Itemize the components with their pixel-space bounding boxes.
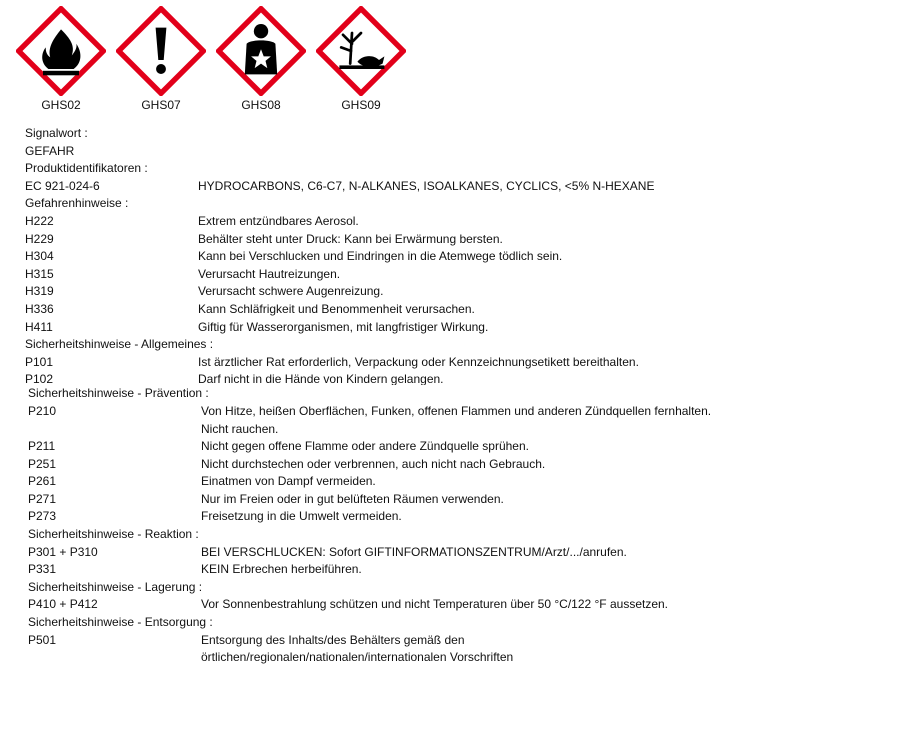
- pictogram-code: GHS08: [241, 98, 281, 112]
- section-heading: Sicherheitshinweise - Reaktion :: [28, 527, 199, 542]
- statement-text: Kann Schläfrigkeit und Benommenheit verursachen.: [198, 301, 475, 316]
- statement-code: P210: [28, 403, 57, 418]
- statement-text-line: Entsorgung des Inhalts/des Behälters gemäß den: [201, 632, 465, 647]
- statement-text: Nicht gegen offene Flamme oder andere Zündquelle sprühen.: [201, 439, 529, 454]
- statement-text-line: Nicht rauchen.: [201, 421, 279, 436]
- product-identifier-row: [25, 178, 885, 196]
- statement-code: P273: [28, 509, 57, 524]
- hazard-statement-row: [25, 283, 885, 301]
- statement-code: P251: [28, 456, 57, 471]
- precaution-row: [28, 508, 885, 526]
- statement-code: H336: [25, 301, 54, 316]
- product-identifier-heading: [25, 160, 885, 178]
- statement-code: H315: [25, 266, 54, 281]
- health-hazard-icon: [216, 6, 306, 96]
- pictogram-ghs07: [116, 6, 216, 112]
- pictogram-ghs09: [316, 6, 416, 112]
- hazard-statement-row: [25, 248, 885, 266]
- statement-text: Nur im Freien oder in gut belüfteten Räumen verwenden.: [201, 491, 504, 506]
- ghs-pictogram-row: [16, 6, 416, 112]
- precautions-block: [25, 385, 885, 667]
- environment-icon: [316, 6, 406, 96]
- statement-text: Kann bei Verschlucken und Eindringen in die Atemwege tödlich sein.: [198, 249, 563, 264]
- hazard-statement-row: [25, 301, 885, 319]
- precaution-row: [28, 561, 885, 579]
- statement-code: P331: [28, 562, 57, 577]
- hazard-statement-row: [25, 213, 885, 231]
- statement-text: Darf nicht in die Hände von Kindern gelangen.: [198, 372, 444, 386]
- statement-code: P101: [25, 354, 54, 369]
- section-heading: Gefahrenhinweise :: [25, 196, 129, 211]
- statement-text: Verursacht schwere Augenreizung.: [198, 284, 384, 299]
- section-heading: Sicherheitshinweise - Entsorgung :: [28, 615, 213, 630]
- precaution-row: [28, 438, 885, 456]
- statement-code: H222: [25, 213, 54, 228]
- section-heading: Sicherheitshinweise - Prävention :: [28, 386, 209, 401]
- precaution-row: [28, 403, 885, 438]
- hazard-statements-heading: [25, 195, 885, 213]
- statement-text: Verursacht Hautreizungen.: [198, 266, 341, 281]
- statement-code: P261: [28, 474, 57, 489]
- precaution-row: [28, 456, 885, 474]
- statement-text: Vor Sonnenbestrahlung schützen und nicht Temperaturen über 50 °C/122 °F aussetzen.: [201, 597, 669, 612]
- precaution-row: [25, 354, 885, 372]
- signal-word-label: [25, 125, 885, 143]
- statement-text: [201, 632, 885, 667]
- statement-code: P410 + P412: [28, 597, 98, 612]
- signal-word-value: [25, 143, 885, 161]
- statement-text: Freisetzung in die Umwelt vermeiden.: [201, 509, 402, 524]
- precaution-row: [28, 473, 885, 491]
- statement-text: Giftig für Wasserorganismen, mit langfristiger Wirkung.: [198, 319, 489, 334]
- section-heading: Sicherheitshinweise - Allgemeines :: [25, 337, 214, 352]
- precaution-row: [25, 371, 885, 385]
- statement-text-line: örtlichen/regionalen/nationalen/internationalen Vorschriften: [201, 650, 514, 665]
- pictogram-code: GHS09: [341, 98, 381, 112]
- statement-code: H229: [25, 231, 54, 246]
- statement-text: Behälter steht unter Druck: Kann bei Erwärmung bersten.: [198, 231, 503, 246]
- pictogram-code: GHS07: [141, 98, 181, 112]
- ec-number: EC 921-024-6: [25, 178, 100, 193]
- statement-code: H411: [25, 319, 53, 334]
- statement-code: P102: [25, 372, 54, 386]
- section-heading: Sicherheitshinweise - Lagerung :: [28, 579, 203, 594]
- statement-code: P301 + P310: [28, 544, 98, 559]
- general-precautions-heading: [25, 336, 885, 354]
- statement-code: P211: [28, 439, 56, 454]
- section-heading: Signalwort :: [25, 126, 88, 140]
- statement-text: Extrem entzündbares Aerosol.: [198, 213, 359, 228]
- statement-text: Ist ärztlicher Rat erforderlich, Verpackung oder Kennzeichnungsetikett bereithalten.: [198, 354, 639, 369]
- disposal-heading: [28, 614, 885, 632]
- statement-text: Einatmen von Dampf vermeiden.: [201, 474, 376, 489]
- hazard-statement-row: [25, 266, 885, 284]
- statement-code: H319: [25, 284, 54, 299]
- flame-icon: [16, 6, 106, 96]
- label-elements-section: [25, 125, 885, 667]
- precaution-row: [28, 596, 885, 614]
- precaution-row: [28, 491, 885, 509]
- prevention-heading: [28, 385, 885, 403]
- statement-text-line: Von Hitze, heißen Oberflächen, Funken, offenen Flammen und anderen Zündquellen fernhalten.: [201, 403, 712, 418]
- pictogram-ghs02: [16, 6, 116, 112]
- statement-text: KEIN Erbrechen herbeiführen.: [201, 562, 362, 577]
- pictogram-code: GHS02: [41, 98, 81, 112]
- storage-heading: [28, 579, 885, 597]
- section-heading: Produktidentifikatoren :: [25, 161, 148, 176]
- precaution-row: [28, 632, 885, 667]
- signal-word: GEFAHR: [25, 143, 75, 158]
- hazard-statement-row: [25, 231, 885, 249]
- hazard-statement-row: [25, 319, 885, 337]
- statement-text: BEI VERSCHLUCKEN: Sofort GIFTINFORMATIONSZENTRUM/Arzt/.../anrufen.: [201, 544, 627, 559]
- statement-text: Nicht durchstechen oder verbrennen, auch nicht nach Gebrauch.: [201, 456, 546, 471]
- statement-text: [201, 403, 885, 438]
- statement-code: H304: [25, 249, 54, 264]
- precaution-row: [28, 544, 885, 562]
- statement-code: P271: [28, 491, 57, 506]
- response-heading: [28, 526, 885, 544]
- substance-name: HYDROCARBONS, C6-C7, N-ALKANES, ISOALKANES, CYCLICS, <5% N-HEXANE: [198, 178, 655, 193]
- statement-code: P501: [28, 632, 57, 647]
- pictogram-ghs08: [216, 6, 316, 112]
- exclamation-mark-icon: [116, 6, 206, 96]
